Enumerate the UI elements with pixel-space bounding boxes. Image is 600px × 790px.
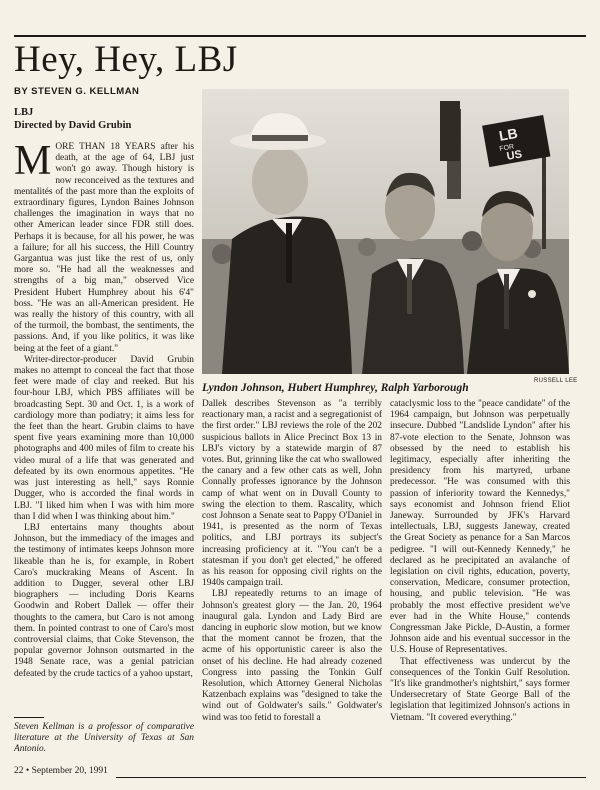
author-bio: Steven Kellman is a professor of comparative literature at the University of Texas at San Antonio.	[14, 722, 194, 755]
page-footer: 22 • September 20, 1991	[14, 766, 108, 776]
photo-illustration	[202, 89, 569, 374]
paragraph: That effectiveness was undercut by the consequences of the Tonkin Gulf Resolution. "It's like grandmother's nightshirt," says former Undersecretary of State George Ball of the legislation that legitimized Johnson's actions in Vietnam. "It covered everything."	[390, 656, 570, 723]
footer-rule	[116, 777, 586, 778]
photo	[202, 89, 569, 374]
sign-text-2: FOR	[498, 143, 515, 154]
column-1	[14, 138, 194, 680]
top-rule	[14, 35, 586, 37]
column-2	[202, 399, 382, 724]
paragraph: LBJ entertains many thoughts about Johnson, but the immediacy of the images and the testimony of intimates keeps Johnson more likeable than he is, for example, in Robert Caro's muckraking Means of Ascent. In addition to Dugger, several other LBJ biographers — including Doris Kearns Goodwin and Robert Dallek — offer their thoughts to the camera, but Caro is not among them. In pointed contrast to one of Caro's most controversial claims, that Coke Stevenson, the popular governor Johnson outsmarted in the 1948 Senate race, was a genial patrician defeated by the crude tactics of a yahoo upstart,	[14, 522, 194, 679]
paragraph: LBJ repeatedly returns to an image of Johnson's greatest glory — the Jan. 20, 1964 inaugural gala. Lyndon and Lady Bird are dancing in euphoric slow motion, but we know that the moment cannot be frozen, that the acme of his opportunistic career is also the onset of his decline. He had already cozened Congress into passing the Tonkin Gulf Resolution, which Attorney General Nicholas Katzenbach explains was "designed to take the wind out of Goldwater's sails." Goldwater's wind was too fetid to forestall a	[202, 589, 382, 723]
subject-title: LBJ	[14, 107, 34, 118]
column-3	[390, 399, 570, 724]
sign-text-3: US	[505, 148, 523, 163]
article-title: Hey, Hey, LBJ	[14, 39, 238, 80]
paragraph: cataclysmic loss to the "peace candidate" of the 1964 campaign, but Johnson was perpetually insecure. Dubbed "Landslide Lyndon" after his 87-vote election to the Senate, Johnson was obsessed by the need to establish his legitimacy, especially after inheriting the presidency from his martyred, urbane predecessor. "He was consumed with this passion of inferiority toward the Kennedys," says economist and Johnson friend Eliot Janeway. Surrounded by JFK's Harvard intellectuals, LBJ, suggests Janeway, created the Great Society as penance for a San Marcos pedigree. "I will out-Kennedy Kennedy," he declared as he precipitated an avalanche of legislation on civil rights, education, poverty, conservation, Medicare, consumer protection, housing, and public television. "He was probably the most effective president we've ever had in the White House," contends Congressman Jake Pickle, D-Austin, a former Johnson aide and his eventual successor in the U.S. House of Representatives.	[390, 399, 570, 656]
paragraph: Writer-director-producer David Grubin makes no attempt to conceal the fact that those feet were made of clay and reeked. But his four-hour LBJ, which PBS affiliates will be broadcasting Sept. 30 and Oct. 1, is a work of cardiology more than podiatry; it aims less for the feet than the heart. Grubin claims to have spent five years examining more than 10,000 photographs and 400 miles of film to create his video mural of a life that was generated and defeated by its own enormous appetites. "He was just interesting as hell," says Ronnie Dugger, who is accorded the final words in LBJ. "I liked him when I was with him more than I did when I was thinking about him."	[14, 354, 194, 522]
sign-text-1: LB	[497, 124, 519, 144]
byline: BY STEVEN G. KELLMAN	[14, 86, 140, 97]
director-line: Directed by David Grubin	[14, 120, 132, 131]
bio-rule	[14, 717, 44, 718]
photo-credit: RUSSELL LEE	[534, 378, 578, 384]
paragraph-text: ORE THAN 18 YEARS after his death, at the age of 64, LBJ just won't go away. Though history is now reconceived as the textures and mentalités of the past more than the exploits of extraordinary figures, Lyndon Baines Johnson challenges the imagination in ways that no other American leader since FDR still does. Perhaps it is because, for all his power, he was a failure; for all his success, the Hill Country Gargantua was just like the rest of us, only more so. "He had all the weaknesses and strengths of a big man," observed Vice President Hubert Humphrey about his 6'4" boss. "He was an all-American president. He was really the history of this country, with all of the turmoil, the bombast, the sentiments, the passions. And, if you like politics, it was like being at the feet of a giant."	[14, 142, 194, 354]
paragraph	[14, 138, 194, 355]
review-subject	[14, 106, 131, 132]
photo-caption: Lyndon Johnson, Hubert Humphrey, Ralph Yarborough	[202, 382, 469, 394]
paragraph: Dallek describes Stevenson as "a terribly reactionary man, a racist and a segregationist of the first order." LBJ reviews the role of the 202 suspicious ballots in Alice Precinct Box 13 in LBJ's victory by a statewide margin of 87 votes. But, grinning like the cat who swallowed the canary and a few other cats as well, John Connally professes ignorance by the Johnson camp of what went on in Duvall County to swing the election to them. Rascality, which cost Johnson a Senate seat to Pappy O'Daniel in 1941, is presented as the norm of Texas politics, and LBJ portrays its subject's increasing proficiency at it. "You can't be a statesman if you don't get elected," he offered as his reason for opposing civil rights on the 1940s campaign trail.	[202, 399, 382, 589]
drop-cap: M	[14, 138, 52, 184]
